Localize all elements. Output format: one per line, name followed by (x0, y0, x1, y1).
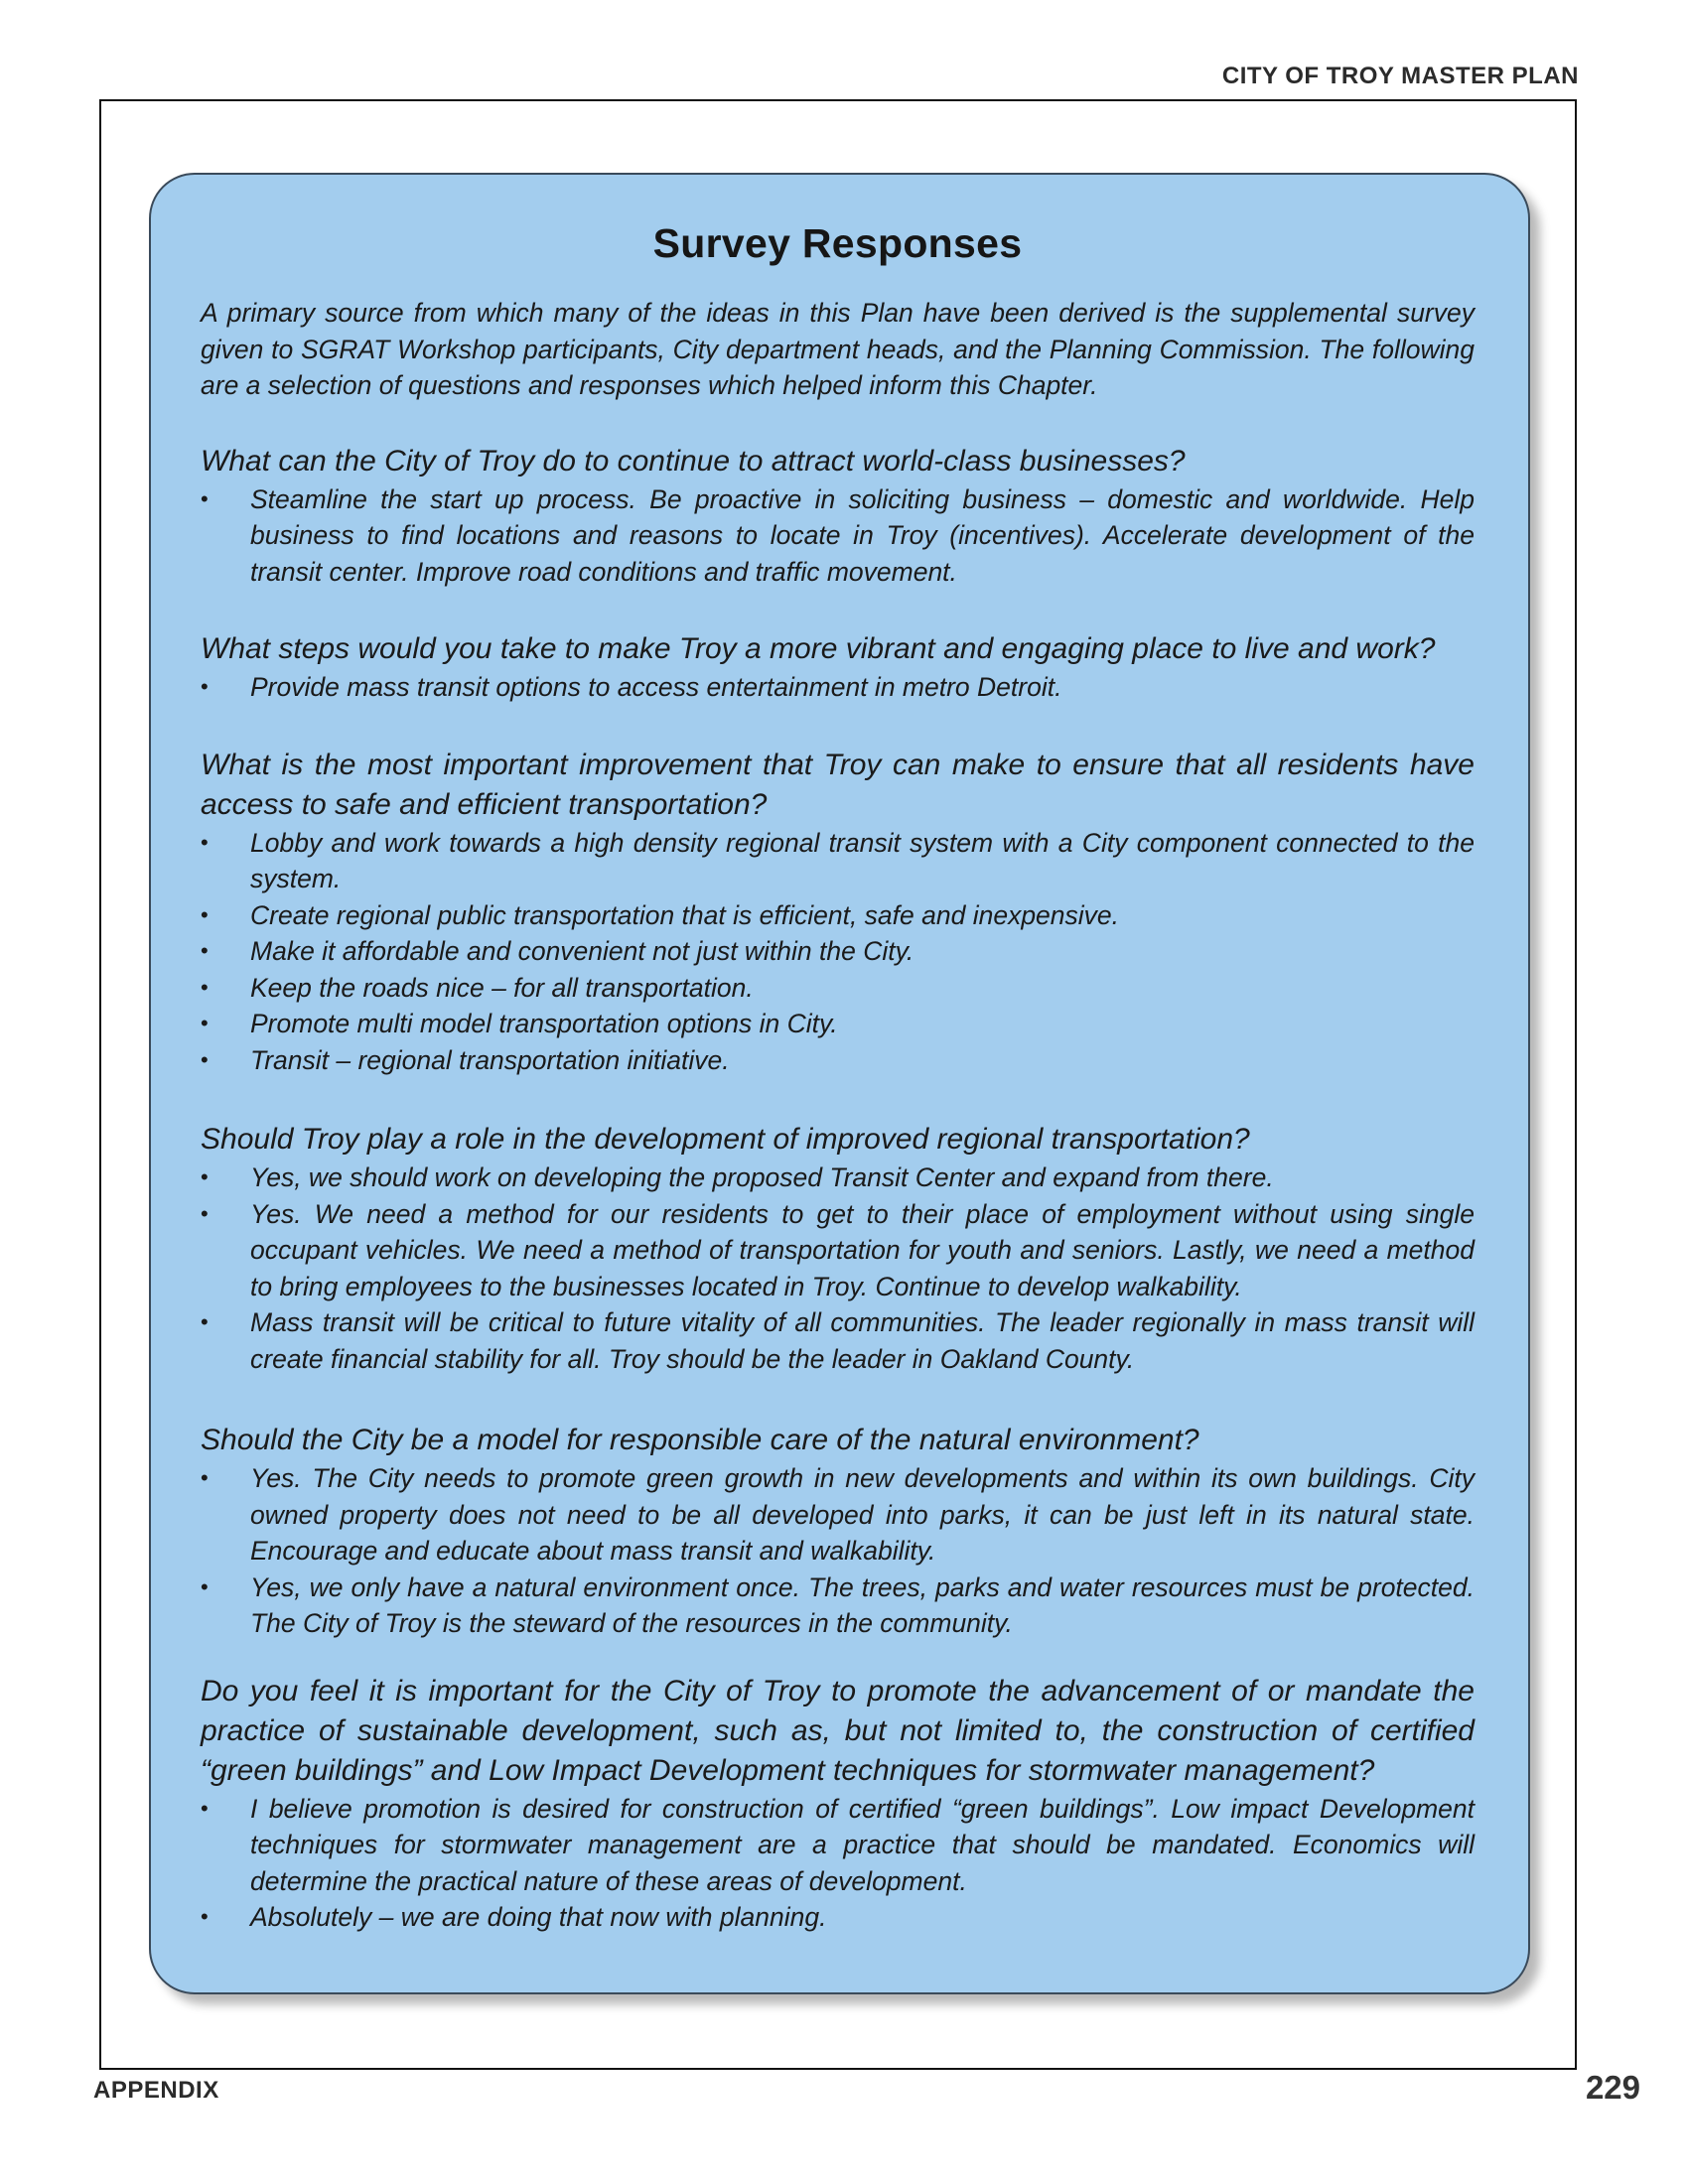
page-number: 229 (1585, 2069, 1640, 2106)
survey-responses-callout (149, 173, 1530, 1994)
question-2: What steps would you take to make Troy a more vibrant and engaging place to live and work? (201, 632, 1436, 665)
intro-paragraph: A primary source from which many of the ideas in this Plan have been derived is the supplemental survey given to SGRAT Workshop participants, City department heads, and the Planning Commission. The following are a selection of questions and responses which helped inform this Chapter. (201, 298, 1475, 400)
question-5: Should the City be a model for responsible care of the natural environment? (201, 1424, 1199, 1456)
answer-item: • Yes. We need a method for our residents to get to their place of employment without using single occupant vehicles. We need a method of transportation for youth and seniors. Lastly, we need a method to bring employees to the businesses located in Troy. Continue to develop walkability. (201, 1196, 1475, 1305)
answers-3 (201, 825, 1475, 1079)
answer-item: • Yes, we should work on developing the proposed Transit Center and expand from there. (201, 1160, 1475, 1196)
answer-item: • Mass transit will be critical to future vitality of all communities. The leader regionally in mass transit will create financial stability for all. Troy should be the leader in Oakland County. (201, 1304, 1475, 1377)
callout-title: Survey Responses (652, 220, 1023, 266)
answer-item: • Steamline the start up process. Be proactive in soliciting business – domestic and worldwide. Help business to find locations and reasons to locate in Troy (incentives). Accelerate development of the transit center. Improve road conditions and traffic movement. (201, 481, 1475, 591)
question-4: Should Troy play a role in the development of improved regional transportation? (201, 1123, 1250, 1156)
answers-4 (201, 1160, 1475, 1377)
answer-item: • Provide mass transit options to access entertainment in metro Detroit. (201, 669, 1475, 706)
footer-section-label: APPENDIX (93, 2077, 219, 2104)
answer-item: • Absolutely – we are doing that now with planning. (201, 1899, 1475, 1936)
answer-item: • Yes, we only have a natural environment once. The trees, parks and water resources must be protected. The City of Troy is the steward of the resources in the community. (201, 1570, 1475, 1642)
answers-6 (201, 1791, 1475, 1936)
answer-item: • Create regional public transportation that is efficient, safe and inexpensive. (201, 897, 1475, 934)
answers-1 (201, 481, 1475, 591)
answer-item: • Keep the roads nice – for all transportation. (201, 970, 1475, 1007)
answers-5 (201, 1460, 1475, 1642)
answer-item: • I believe promotion is desired for construction of certified “green buildings”. Low impact Development techniques for stormwater management are a practice that should be mandated. Economics will determine the practical nature of these areas of development. (201, 1791, 1475, 1900)
running-header: CITY OF TROY MASTER PLAN (1221, 63, 1579, 89)
question-6: Do you feel it is important for the City of Troy to promote the advancement of or mandate the practice of sustainable development, such as, but not limited to, the construction of certified “green buildings” and Low Impact Development techniques for stormwater management? (201, 1674, 1475, 1787)
answer-item: • Make it affordable and convenient not just within the City. (201, 933, 1475, 970)
answer-item: • Promote multi model transportation options in City. (201, 1006, 1475, 1042)
question-3: What is the most important improvement that Troy can make to ensure that all residents have access to safe and efficient transportation? (201, 748, 1475, 821)
answer-item: • Yes. The City needs to promote green growth in new developments and within its own buildings. City owned property does not need to be all developed into parks, it can be just left in its natural state. Encourage and educate about mass transit and walkability. (201, 1460, 1475, 1570)
answer-item: • Transit – regional transportation initiative. (201, 1042, 1475, 1079)
answers-2 (201, 669, 1475, 706)
question-1: What can the City of Troy do to continue to attract world-class businesses? (201, 444, 1186, 478)
answer-item: • Lobby and work towards a high density regional transit system with a City component connected to the system. (201, 825, 1475, 897)
